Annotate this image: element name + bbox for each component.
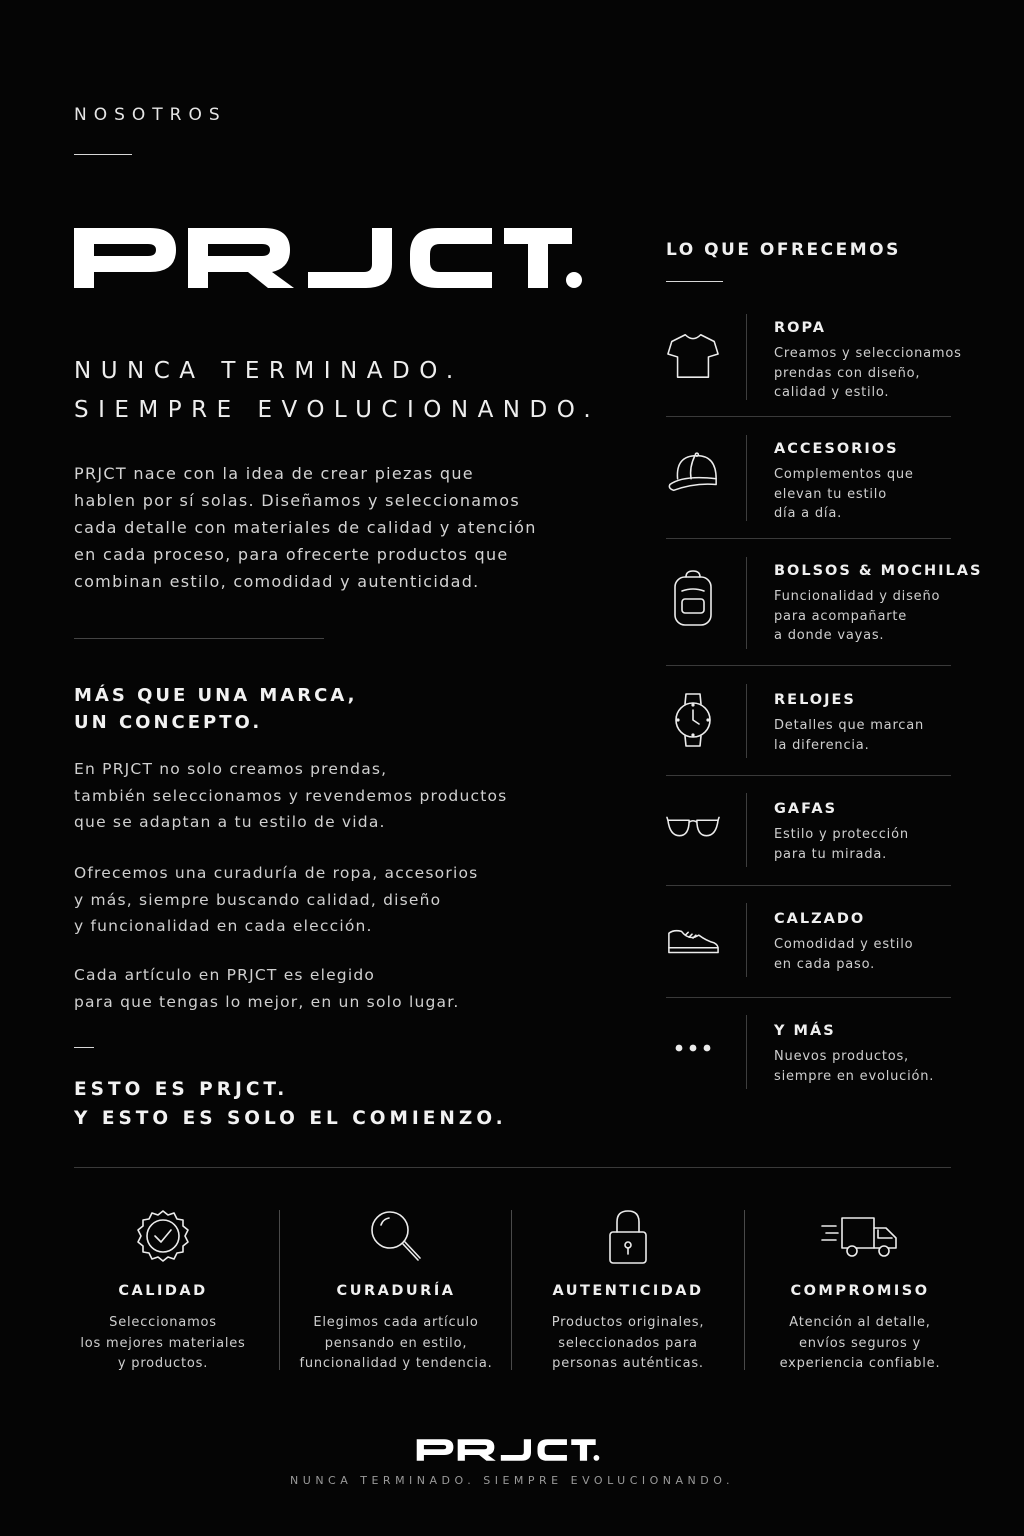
desc-line: Estilo y protección: [774, 827, 909, 842]
item-divider: [746, 793, 747, 867]
offer-item-title: ACCESORIOS: [774, 441, 899, 457]
value-desc: [280, 1313, 512, 1375]
paragraph-line: Ofrecemos una curaduría de ropa, accesorios: [74, 864, 479, 882]
row-divider: [666, 997, 951, 998]
paragraph-line: y más, siempre buscando calidad, diseño: [74, 890, 442, 909]
cap-icon: [666, 445, 720, 499]
value-autenticidad: [512, 1205, 744, 1375]
concept-heading-line-2: UN CONCEPTO.: [74, 712, 263, 733]
offer-item-title: RELOJES: [774, 692, 856, 708]
section-divider: [74, 638, 324, 639]
quality-badge-icon: [47, 1205, 279, 1269]
item-divider: [746, 1015, 747, 1089]
values-divider: [74, 1167, 951, 1168]
item-divider: [746, 557, 747, 649]
desc-line: funcionalidad y tendencia.: [299, 1356, 493, 1371]
intro-line: en cada proceso, para ofrecerte productos que: [74, 545, 509, 564]
desc-line: Atención al detalle,: [789, 1315, 931, 1330]
desc-line: Creamos y seleccionamos: [774, 346, 962, 361]
concept-paragraph-3: [74, 962, 544, 1015]
brand-logo: [72, 218, 584, 298]
intro-line: cada detalle con materiales de calidad y atención: [74, 518, 537, 537]
row-divider: [666, 775, 951, 776]
desc-line: calidad y estilo.: [774, 385, 890, 400]
backpack-icon: [666, 569, 720, 627]
offer-item-desc: [774, 716, 954, 755]
offer-item-desc: [774, 1047, 954, 1086]
desc-line: siempre en evolución.: [774, 1068, 935, 1084]
sneaker-icon: [666, 921, 720, 959]
desc-line: para acompañarte: [774, 608, 908, 624]
desc-line: experiencia confiable.: [779, 1356, 941, 1371]
desc-line: para tu mirada.: [774, 846, 888, 862]
item-divider: [746, 435, 747, 521]
offer-item-desc: [774, 344, 962, 403]
item-divider: [746, 314, 747, 400]
footer-brand-logo: [416, 1437, 600, 1463]
closing-statement: [74, 1075, 507, 1133]
desc-line: prendas con diseño,: [774, 365, 921, 381]
value-curaduria: [280, 1205, 512, 1375]
desc-line: y productos.: [117, 1356, 209, 1371]
desc-line: en cada paso.: [774, 956, 876, 972]
paragraph-line: también seleccionamos y revendemos productos: [74, 786, 508, 805]
paragraph-line: En PRJCT no solo creamos prendas,: [74, 760, 388, 778]
intro-line: combinan estilo, comodidad y autenticidad.: [74, 572, 480, 591]
desc-line: Detalles que marcan: [774, 718, 925, 733]
desc-line: envíos seguros y: [798, 1335, 922, 1351]
value-compromiso: [744, 1205, 976, 1375]
concept-heading: [74, 682, 357, 736]
padlock-icon: [512, 1205, 744, 1269]
desc-line: Seleccionamos: [109, 1315, 217, 1330]
concept-paragraph-2: [74, 860, 544, 940]
value-desc: [744, 1313, 976, 1375]
desc-line: Complementos que: [774, 467, 914, 482]
value-calidad: [47, 1205, 279, 1375]
intro-paragraph: [74, 460, 544, 595]
closing-line-2: Y ESTO ES SOLO EL COMIENZO.: [74, 1108, 507, 1129]
item-divider: [746, 684, 747, 758]
desc-line: personas auténticas.: [552, 1356, 704, 1371]
sunglasses-icon: [666, 811, 720, 843]
watch-icon: [666, 690, 720, 750]
desc-line: Elegimos cada artículo: [313, 1315, 479, 1330]
magnifier-icon: [280, 1205, 512, 1269]
row-divider: [666, 885, 951, 886]
tshirt-icon: [666, 328, 720, 382]
tagline-line-1: NUNCA TERMINADO.: [74, 358, 463, 384]
value-title: CURADURÍA: [336, 1283, 456, 1299]
footer-tagline: NUNCA TERMINADO. SIEMPRE EVOLUCIONANDO.: [290, 1474, 734, 1487]
concept-paragraph-1: [74, 756, 544, 836]
offer-item-title: ROPA: [774, 320, 827, 336]
short-dash: [74, 1047, 94, 1048]
desc-line: a donde vayas.: [774, 628, 885, 643]
offer-item-title: GAFAS: [774, 801, 838, 817]
value-desc: [512, 1313, 744, 1375]
paragraph-line: Cada artículo en PRJCT es elegido: [74, 966, 376, 984]
offer-item-desc: [774, 587, 954, 646]
desc-line: Nuevos productos,: [774, 1049, 909, 1064]
eyebrow-underline: [74, 154, 132, 155]
offer-item-desc: [774, 935, 954, 974]
item-divider: [746, 903, 747, 977]
value-title: AUTENTICIDAD: [552, 1283, 704, 1299]
row-divider: [666, 665, 951, 666]
desc-line: Comodidad y estilo: [774, 937, 914, 952]
value-title: CALIDAD: [118, 1283, 208, 1299]
value-title: COMPROMISO: [790, 1283, 930, 1299]
desc-line: Productos originales,: [551, 1315, 705, 1330]
desc-line: pensando en estilo,: [324, 1335, 468, 1351]
desc-line: elevan tu estilo: [774, 486, 887, 502]
more-dots-icon: [666, 1037, 720, 1059]
row-divider: [666, 538, 951, 539]
intro-line: hablen por sí solas. Diseñamos y seleccionamos: [74, 491, 520, 510]
offer-item-title: Y MÁS: [774, 1023, 836, 1039]
offer-item-desc: [774, 825, 954, 864]
hero-tagline: [74, 352, 600, 430]
desc-line: día a día.: [774, 506, 843, 521]
intro-line: PRJCT nace con la idea de crear piezas que: [74, 464, 474, 483]
desc-line: seleccionados para: [558, 1335, 698, 1351]
paragraph-line: que se adaptan a tu estilo de vida.: [74, 813, 386, 831]
concept-heading-line-1: MÁS QUE UNA MARCA,: [74, 685, 358, 706]
desc-line: los mejores materiales: [80, 1335, 246, 1351]
offer-underline: [666, 281, 723, 282]
offer-heading: LO QUE OFRECEMOS: [666, 240, 901, 260]
paragraph-line: y funcionalidad en cada elección.: [74, 917, 373, 935]
offer-item-title: CALZADO: [774, 911, 866, 927]
offer-item-desc: [774, 465, 954, 524]
desc-line: Funcionalidad y diseño: [774, 589, 941, 604]
closing-line-1: ESTO ES PRJCT.: [74, 1079, 289, 1100]
value-desc: [47, 1313, 279, 1375]
delivery-truck-icon: [744, 1205, 976, 1269]
offer-item-title: BOLSOS & MOCHILAS: [774, 563, 983, 579]
desc-line: la diferencia.: [774, 737, 870, 753]
section-eyebrow: NOSOTROS: [74, 105, 227, 125]
paragraph-line: para que tengas lo mejor, en un solo lugar.: [74, 992, 460, 1011]
row-divider: [666, 416, 951, 417]
tagline-line-2: SIEMPRE EVOLUCIONANDO.: [74, 397, 601, 423]
